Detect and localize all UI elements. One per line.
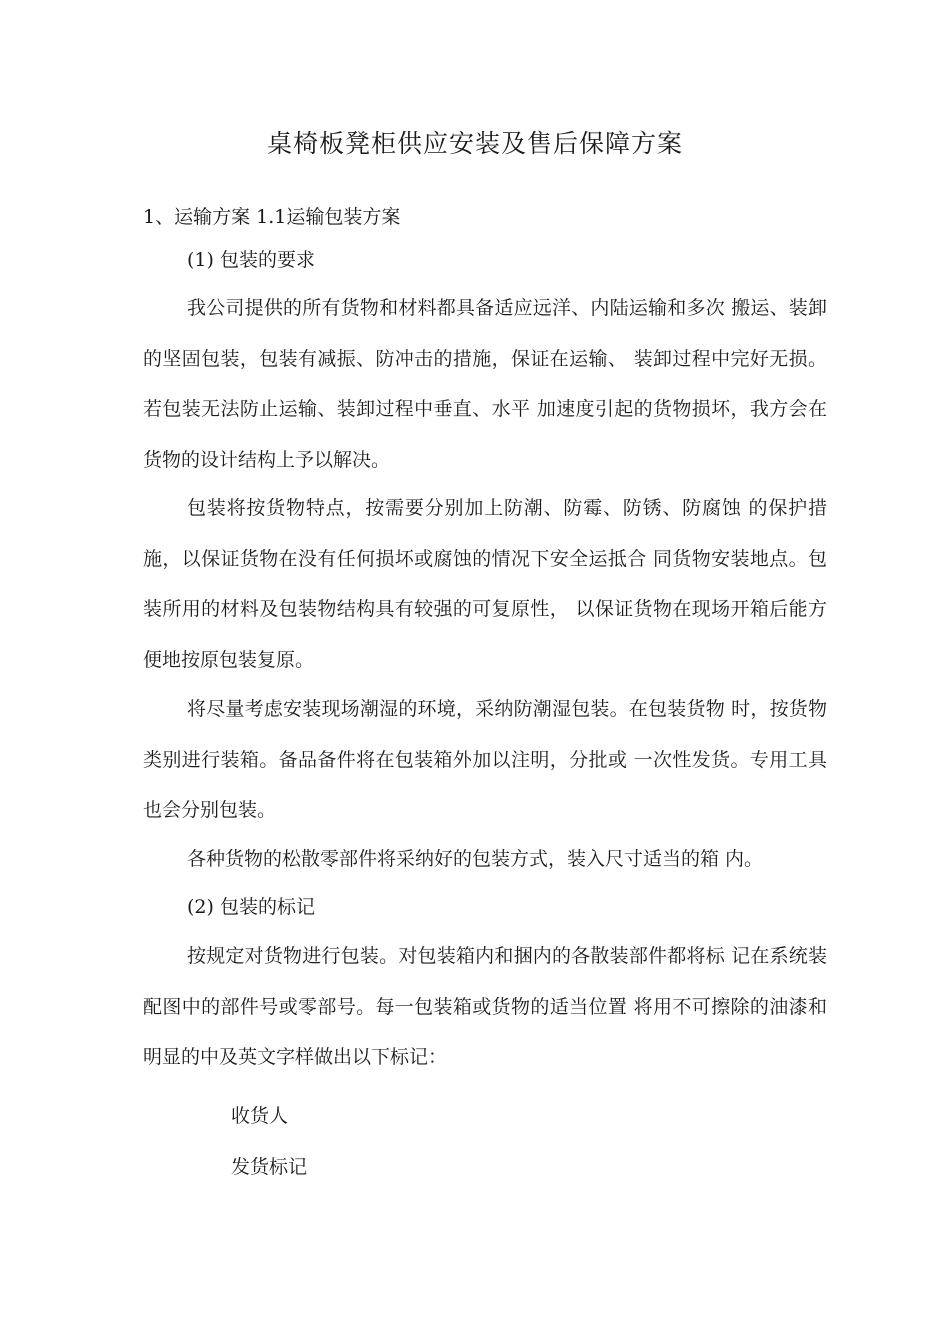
document-title: 桌椅板凳柜供应安装及售后保障方案 <box>266 129 683 158</box>
paragraph-loose-parts: 各种货物的松散零部件将采纳好的包装方式，装入尺寸适当的箱 内。 <box>187 848 764 870</box>
paragraph-packaging-durability: 我公司提供的所有货物和材料都具备适应远洋、内陆运输和多次 搬运、装卸的坚固包装，包装有减振、防冲击的措施，保证在运输、 装卸过程中完好无损。若包装无法防止运输、装卸过程中垂直、水平 加速度引起的货物损坏，我方会在货物的设计结构上予以解决。 <box>143 297 827 471</box>
marking-item-shipping-mark: 发货标记 <box>231 1156 308 1178</box>
section-heading-transport: 1、运输方案 1.1运输包装方案 <box>143 206 401 228</box>
paragraph-moisture-packaging: 将尽量考虑安装现场潮湿的环境，采纳防潮湿包装。在包装货物 时，按货物类别进行装箱。备品备件将在包装箱外加以注明，分批或 一次性发货。专用工具也会分别包装。 <box>143 698 827 821</box>
paragraph-marking-rules: 按规定对货物进行包装。对包装箱内和捆内的各散装部件都将标 记在系统装配图中的部件号或零部号。每一包装箱或货物的适当位置 将用不可擦除的油漆和明显的中及英文字样做出以下标记： <box>143 945 827 1068</box>
subheading-packaging-requirements: (1) 包装的要求 <box>187 249 315 271</box>
subheading-packaging-marking: (2) 包装的标记 <box>187 896 315 918</box>
marking-item-consignee: 收货人 <box>231 1105 289 1127</box>
paragraph-packaging-protection: 包装将按货物特点，按需要分别加上防潮、防霉、防锈、防腐蚀 的保护措施，以保证货物在没有任何损坏或腐蚀的情况下安全运抵合 同货物安装地点。包装所用的材料及包装物结构具有较强的可复原性， 以保证货物在现场开箱后能方便地按原包装复原。 <box>143 497 827 671</box>
